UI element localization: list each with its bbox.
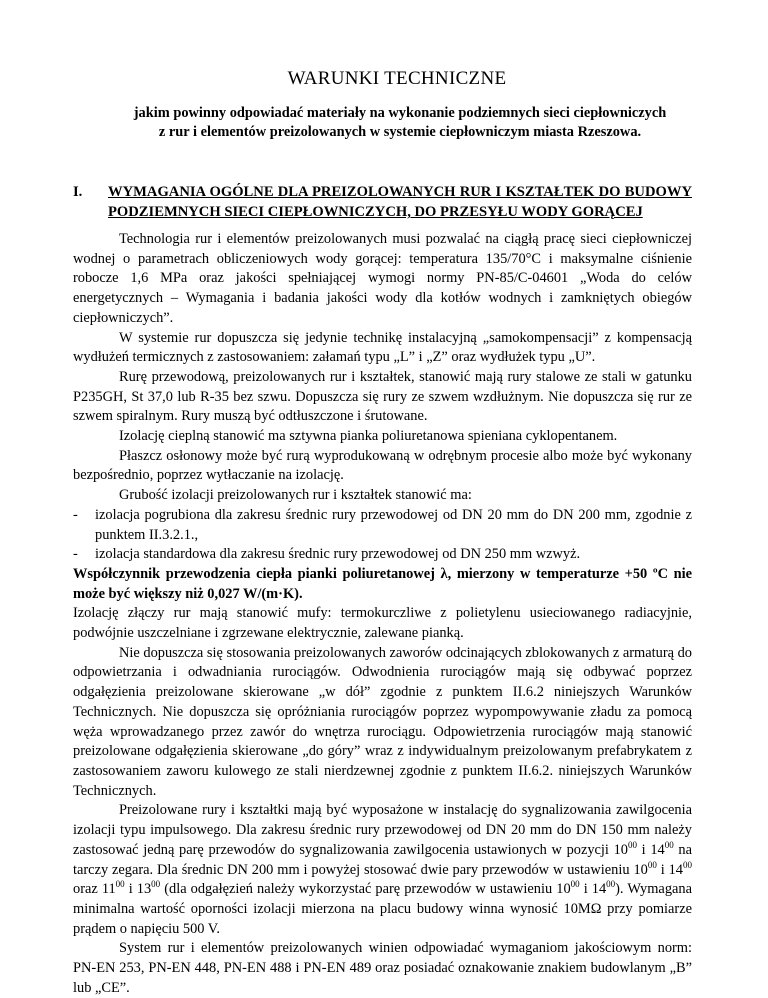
paragraph-system: W systemie rur dopuszcza się jedynie technikę instalacyjną „samokompensacji” z kompensacją wydłużeń termicznych z zastosowaniem: załamań typu „L” i „Z” oraz wydłużek typu „U”. — [73, 329, 692, 366]
list-marker: - — [73, 506, 78, 523]
thickness-list — [73, 506, 692, 565]
paragraph-technology: Technologia rur i elementów preizolowanych musi pozwalać na ciągłą pracę sieci ciepłowniczej wodnej o parametrach obliczeniowych wody gorącej: temperatura 135/70°C i maksymalne ciśnienie robocze 1,6 MPa oraz jakości spełniającej wymogi normy PN-85/C-04601 „Woda do celów energetycznych – Wymagania i badania jakości wody dla kotłów wodnych i zamkniętych obiegów ciepłowniczych”. — [73, 231, 692, 326]
document-subtitle — [108, 104, 692, 142]
paragraph-thickness: Grubość izolacji preizolowanych rur i kształtek stanowić ma: — [119, 487, 472, 504]
paragraph-conductivity: Współczynnik przewodzenia ciepła pianki poliuretanowej λ, mierzony w temperaturze +50 ºC nie może być większy niż 0,027 W/(m·K). — [73, 565, 692, 602]
section-title: WYMAGANIA OGÓLNE DLA PREIZOLOWANYCH RUR I KSZTAŁTEK DO BUDOWY PODZIEMNYCH SIECI CIEPŁOWNICZYCH, DO PRZESYŁU WODY GORĄCEJ — [108, 184, 692, 220]
section-number: I. — [73, 184, 83, 200]
list-marker: - — [73, 546, 78, 563]
paragraph-insulation: Izolację cieplną stanowić ma sztywna pianka poliuretanowa spieniana cyklopentanem. — [119, 428, 618, 445]
paragraph-casing: Płaszcz osłonowy może być rurą wyprodukowaną w odrębnym procesie albo może być wykonany bezpośrednio, poprzez wytłaczanie na izolację. — [73, 447, 692, 484]
list-item — [73, 506, 692, 545]
paragraph-joints: Izolację złączy rur mają stanowić mufy: termokurczliwe z polietylenu usieciowanego radiacyjnie, podwójnie uszczelniane i zgrzewane elektrycznie, zalewane pianką. — [73, 605, 692, 642]
paragraph-pipe: Rurę przewodową, preizolowanych rur i kształtek, stanowić mają rury stalowe ze stali w gatunku P235GH, St 37,0 lub R-35 bez szwu. Dopuszcza się rury ze szwem wzdłużnym. Nie dopuszcza się rur ze szwem spiralnym. Rury muszą być odtłuszczone i śrutowane. — [73, 368, 692, 425]
paragraph-standards: System rur i elementów preizolowanych winien odpowiadać wymaganiom jakościowym norm: PN-EN 253, PN-EN 448, PN-EN 488 i PN-EN 489 oraz posiadać oznakowanie znakiem budowlanym „B” lub „CE”. — [73, 940, 692, 996]
list-item — [73, 545, 692, 565]
paragraph-drainage: Nie dopuszcza się stosowania preizolowanych zaworów odcinających zblokowanych z armaturą do odpowietrzania i odwadniania rurociągów. Odwodnienia rurociągów mają się odbywać poprzez odgałęzienia preizolowane skierowane „w dół” zgodnie z punktem II.6.2 niniejszych Warunków Technicznych. Nie dopuszcza się opróżniania rurociągów poprzez wypompowywanie zładu za pomocą węża wprowadzanego przez zawór do wnętrza rurociągu. Odpowietrzenia rurociągów mają stanowić preizolowane odgałęzienia skierowane „do góry” wraz z indywidualnym preizolowanym prefabrykatem z zastosowaniem zaworu kulowego ze stali nierdzewnej zgodnie z punktem II.6.2. niniejszych Warunków Technicznych. — [73, 644, 693, 799]
list-item-text: izolacja pogrubiona dla zakresu średnic rury przewodowej od DN 20 mm do DN 200 mm, zgodnie z punktem II.3.2.1., — [95, 506, 692, 543]
paragraph-signalling: Preizolowane rury i kształtki mają być wyposażone w instalację do sygnalizowania zawilgocenia izolacji typu impulsowego. Dla zakresu średnic rury przewodowej od DN 20 mm do DN 150 mm należy zastosować jedną parę przewodów do sygnalizowania zawilgocenia ustawionych w pozycji $10^{00}$ i $14^{00}$ na tarczy zegara. Dla średnic DN 200 mm i powyżej stosować dwie pary przewodów w ustawieniu $10^{00}$ i $14^{00}$ oraz $11^{00}$ i $13^{00}$ (dla odgałęzień należy wykorzystać parę przewodów w ustawieniu $10^{00}$ i $14^{00}$). Wymagana minimalna wartość oporności izolacji mierzona na placu budowy winna wynosić 10MΩ przy pomiarze prądem o napięciu 500 V. — [73, 802, 692, 937]
section-heading — [73, 182, 692, 222]
document-title: WARUNKI TECHNICZNE — [287, 68, 507, 89]
list-item-text: izolacja standardowa dla zakresu średnic rury przewodowej od DN 250 mm wzwyż. — [95, 546, 581, 563]
document-body — [73, 230, 692, 998]
subtitle-line-1: jakim powinny odpowiadać materiały na wykonanie podziemnych sieci ciepłowniczych — [133, 105, 667, 121]
subtitle-line-2: z rur i elementów preizolowanych w systemie ciepłowniczym miasta Rzeszowa. — [158, 124, 642, 140]
